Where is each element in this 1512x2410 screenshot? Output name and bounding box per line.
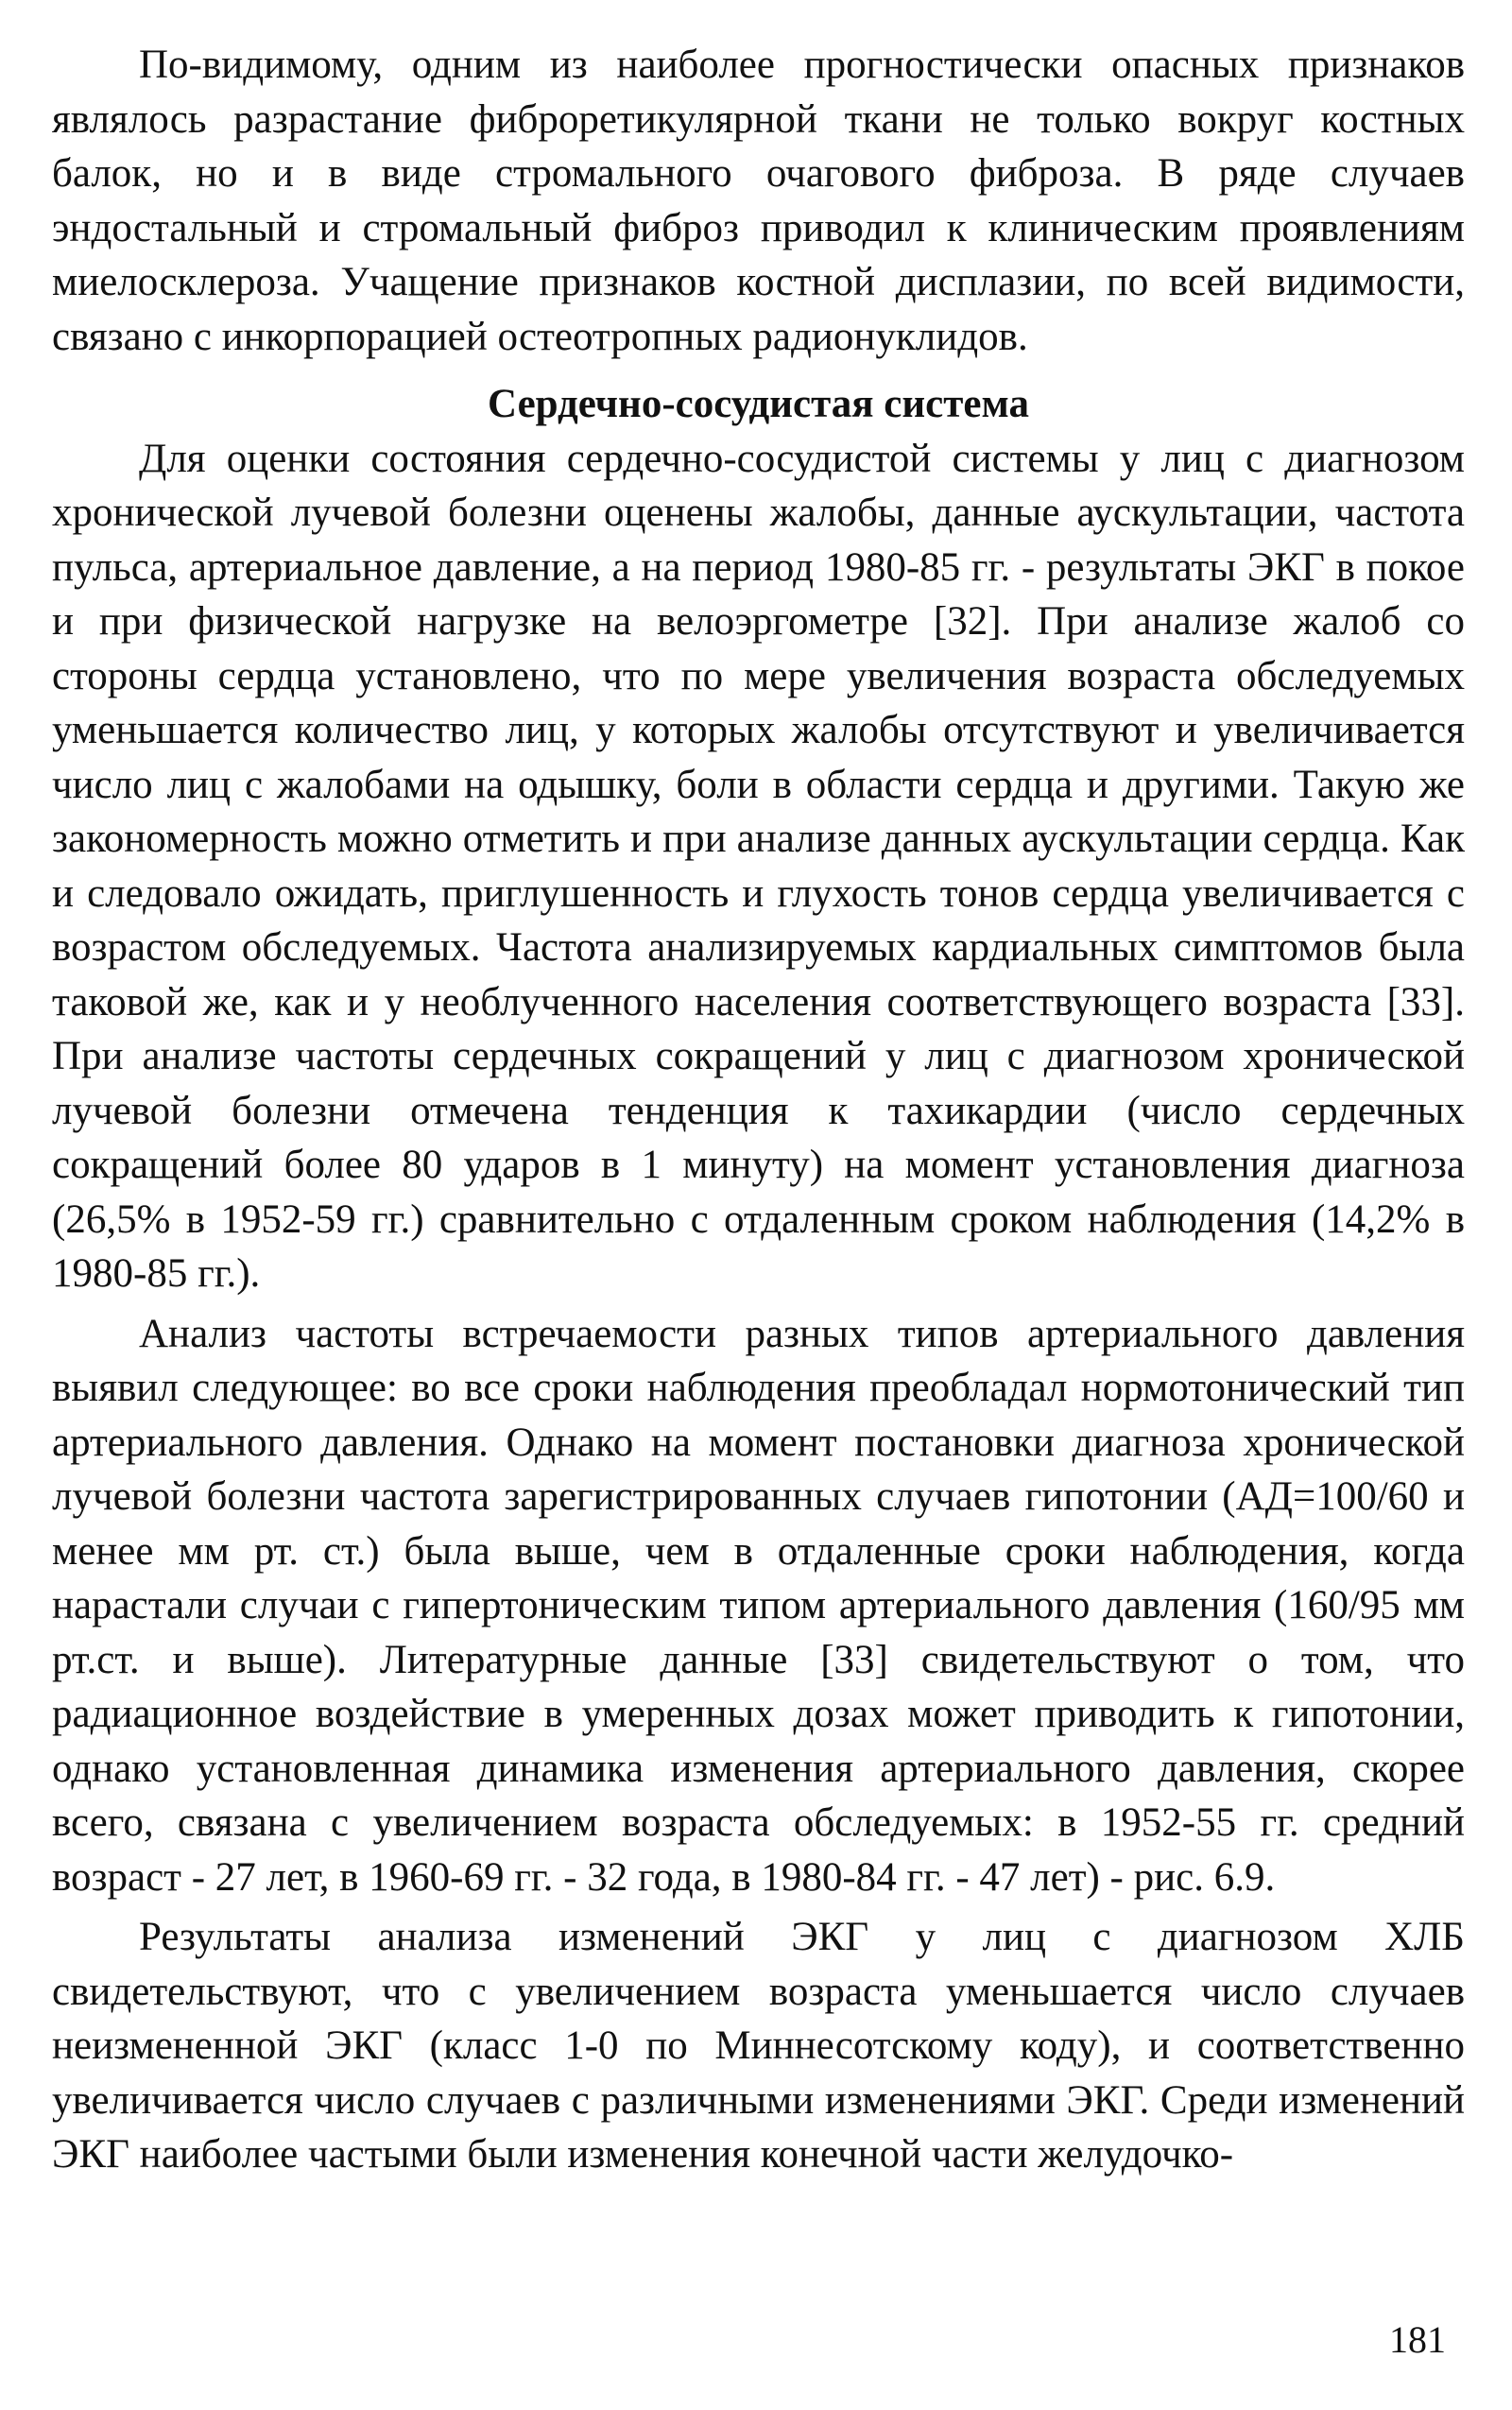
document-page [52, 38, 1465, 2372]
section-heading: Сердечно-сосудистая система [488, 382, 1029, 426]
paragraph-intro: По-видимому, одним из наиболее прогностически опасных признаков являлось разрастание фиброретикулярной ткани не только вокруг костных балок, но и в виде стромального очагового фиброза. В ряде случаев эндостальный и стромальный фиброз приводил к клиническим проявлениям миелосклероза. Учащение признаков костной дисплазии, по всей видимости, связано с инкорпорацией остеотропных радионуклидов. [52, 43, 1465, 359]
paragraph-cardio-complaints: Для оценки состояния сердечно-сосудистой системы у лиц с диагнозом хронической лучевой болезни оценены жалобы, данные аускультации, частота пульса, артериальное давление, а на период 1980-85 гг. - результаты ЭКГ в покое и при физической нагрузке на велоэргометре [32]. При анализе жалоб со стороны сердца установлено, что по мере увеличения возраста обследуемых уменьшается количество лиц, у которых жалобы отсутствуют и увеличивается число лиц с жалобами на одышку, боли в области сердца и другими. Такую же закономерность можно отметить и при анализе данных аускультации сердца. Как и следовало ожидать, приглушенность и глухость тонов сердца увеличивается с возрастом обследуемых. Частота анализируемых кардиальных симптомов была таковой же, как и у необлученного населения соответствующего возраста [33]. При анализе частоты сердечных сокращений у лиц с диагнозом хронической лучевой болезни отмечена тенденция к тахикардии (число сердечных сокращений более 80 ударов в 1 минуту) на момент установления диагноза (26,5% в 1952-59 гг.) сравнительно с отдаленным сроком наблюдения (14,2% в 1980-85 гг.). [52, 436, 1465, 1296]
paragraph-blood-pressure: Анализ частоты встречаемости разных типов артериального давления выявил следующее: во все сроки наблюдения преобладал нормотонический тип артериального давления. Однако на момент постановки диагноза хронической лучевой болезни частота зарегистрированных случаев гипотонии (АД=100/60 и менее мм рт. ст.) была выше, чем в отдаленные сроки наблюдения, когда нарастали случаи с гипертоническим типом артериального давления (160/95 мм рт.ст. и выше). Литературные данные [33] свидетельствуют о том, что радиационное воздействие в умеренных дозах может приводить к гипотонии, однако установленная динамика изменения артериального давления, скорее всего, связана с увеличением возраста обследуемых: в 1952-55 гг. средний возраст - 27 лет, в 1960-69 гг. - 32 года, в 1980-84 гг. - 47 лет) - рис. 6.9. [52, 1311, 1465, 1900]
page-number: 181 [1389, 2318, 1446, 2361]
paragraph-ecg: Результаты анализа изменений ЭКГ у лиц с диагнозом ХЛБ свидетельствуют, что с увеличением возраста уменьшается число случаев неизмененной ЭКГ (класс 1-0 по Миннесотскому коду), и соответственно увеличивается число случаев с различными изменениями ЭКГ. Среди изменений ЭКГ наиболее частыми были изменения конечной части желудочко- [52, 1915, 1465, 2177]
